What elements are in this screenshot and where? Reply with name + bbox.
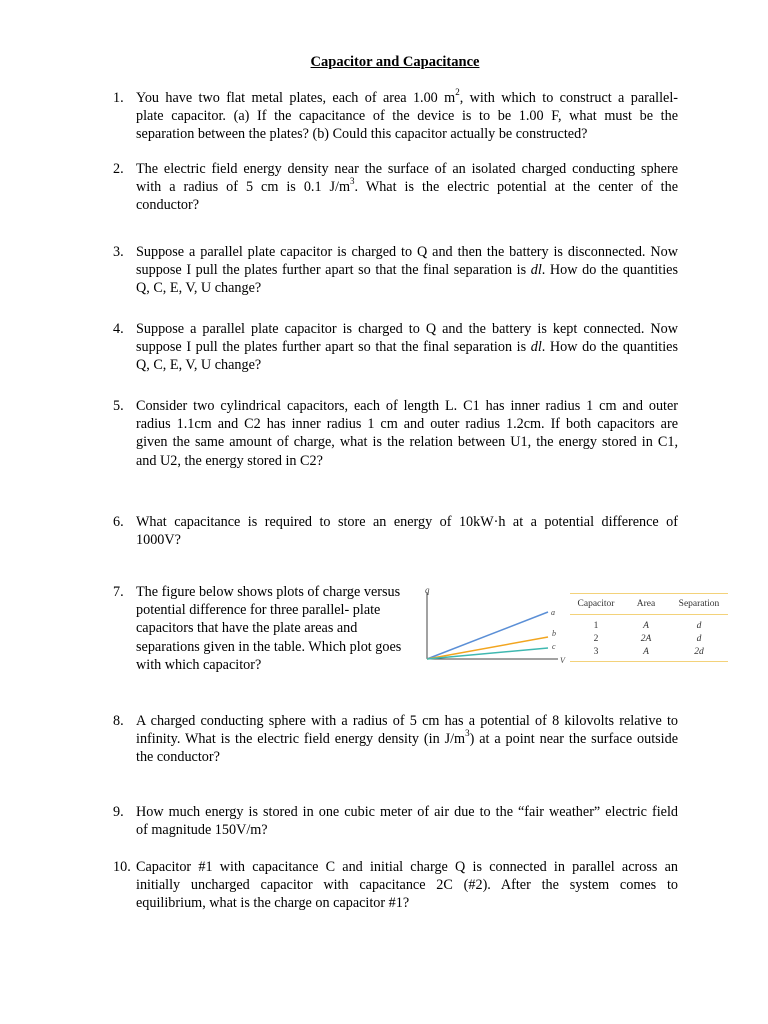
plot-line-b bbox=[427, 637, 548, 659]
question-line: and U2, the energy stored in C2? bbox=[136, 452, 323, 469]
question-6 bbox=[113, 513, 678, 549]
question-line: Suppose a parallel plate capacitor is charged to Q and then the battery is disconnected. Now bbox=[136, 244, 678, 260]
question-line: the conductor? bbox=[136, 749, 220, 766]
question-number: 6. bbox=[113, 514, 124, 530]
question-3 bbox=[113, 243, 678, 298]
plot-line-c bbox=[427, 648, 548, 659]
table-cell: 3 bbox=[593, 646, 599, 657]
question-line: What capacitance is required to store an energy of 10kW·h at a potential difference of bbox=[136, 514, 678, 530]
question-line: conductor? bbox=[136, 197, 200, 214]
question-5 bbox=[113, 397, 678, 470]
plot-label-b: b bbox=[552, 629, 556, 638]
question-line: separations given in the table. Which plot bbox=[136, 638, 372, 655]
x-axis-label: V bbox=[560, 656, 565, 665]
question-line: equilibrium, what is the charge on capacitor #1? bbox=[136, 895, 410, 912]
question-line: plate capacitor. (a) If the capacitance of the device is to be 1.00 F, what must be the bbox=[136, 108, 678, 125]
question-8 bbox=[113, 712, 678, 767]
question-number: 4. bbox=[113, 321, 124, 337]
question-line: Q, C, E, V, U change? bbox=[136, 280, 262, 297]
question-line: given the same amount of charge, what is the relation between U1, the energy stored in C1, bbox=[136, 434, 678, 451]
question-1 bbox=[113, 89, 678, 144]
table-header: Capacitor bbox=[577, 599, 615, 609]
question-line: Suppose a parallel plate capacitor is charged to Q and the battery is kept connected. Now bbox=[136, 321, 678, 337]
table-cell: 1 bbox=[593, 620, 599, 631]
table-cell: A bbox=[643, 646, 649, 657]
question-line: You have two flat metal plates, each of area 1.00 $m^2$, with which to construct a parallel- bbox=[136, 87, 678, 106]
question-line: with a radius of 5 cm is 0.1 $J/m^3$. What is the electric potential at the center of the bbox=[136, 176, 678, 196]
table-cell: 2d bbox=[694, 646, 704, 657]
page-title: Capacitor and Capacitance bbox=[310, 54, 480, 70]
question-number: 3. bbox=[113, 244, 124, 260]
question-line: suppose I pull the plates further apart so that the final separation is dl. How do the quantities bbox=[136, 339, 678, 356]
question-number: 9. bbox=[113, 804, 124, 820]
question-4 bbox=[113, 320, 678, 375]
table-row bbox=[570, 619, 728, 632]
question-line: separation between the plates? (b) Could this capacitor actually be constructed? bbox=[136, 126, 588, 143]
question-line: The figure below shows plots of charge bbox=[136, 584, 361, 600]
table-header: Area bbox=[636, 599, 656, 609]
question-line: infinity. What is the electric field energy density (in $J/m^3$) at a point near the surface outside bbox=[136, 728, 679, 748]
question-line: suppose I pull the plates further apart so that the final separation is dl. How do the quantities bbox=[136, 262, 678, 279]
question-line: versus potential difference for three parallel- bbox=[136, 584, 401, 619]
plot-label-c: c bbox=[552, 642, 556, 651]
question-number: 10. bbox=[113, 859, 131, 875]
question-9 bbox=[113, 803, 678, 839]
y-axis-label: q bbox=[425, 585, 430, 595]
charge-vs-potential-plot bbox=[420, 585, 570, 675]
question-line: How much energy is stored in one cubic meter of air due to the “fair weather” electric field bbox=[136, 804, 678, 820]
question-2 bbox=[113, 160, 678, 215]
question-line: Capacitor #1 with capacitance C and initial charge Q is connected in parallel across an bbox=[136, 859, 678, 875]
table-row bbox=[570, 645, 728, 658]
capacitor-table bbox=[570, 593, 728, 662]
question-line: radius 1.1cm and C2 has inner radius 1 cm and outer radius 1.2cm. If both capacitors are bbox=[136, 416, 678, 433]
table-cell: d bbox=[696, 633, 702, 644]
question-7 bbox=[113, 583, 413, 674]
table-cell: d bbox=[696, 620, 702, 631]
question-line: Consider two cylindrical capacitors, each of length L. C1 has inner radius 1 cm and outer bbox=[136, 398, 678, 414]
question-line: plate capacitors that have the plate areas and bbox=[136, 602, 381, 637]
question-number: 2. bbox=[113, 161, 124, 177]
table-row bbox=[570, 632, 728, 645]
question-number: 1. bbox=[113, 90, 124, 106]
question-line: 1000V? bbox=[136, 532, 181, 549]
table-header: Separation bbox=[678, 599, 720, 609]
question-line: Q, C, E, V, U change? bbox=[136, 357, 262, 374]
question-line: A charged conducting sphere with a radius of 5 cm has a potential of 8 kilovolts relative to bbox=[136, 713, 678, 729]
question-number: 5. bbox=[113, 398, 124, 414]
table-cell: A bbox=[643, 620, 649, 631]
table-cell: 2A bbox=[640, 633, 652, 644]
question-line: The electric field energy density near the surface of an isolated charged conducting sphere bbox=[136, 161, 678, 177]
plot-line-a bbox=[427, 612, 548, 659]
plot-label-a: a bbox=[551, 608, 555, 617]
question-number: 8. bbox=[113, 713, 124, 729]
question-line: goes with which capacitor? bbox=[136, 638, 402, 673]
table-header-row bbox=[570, 593, 728, 615]
question-10 bbox=[113, 858, 678, 913]
question-line: of magnitude 150V/m? bbox=[136, 822, 268, 839]
question-number: 7. bbox=[113, 584, 124, 600]
question-line: initially uncharged capacitor with capacitance 2C (#2). After the system comes to bbox=[136, 877, 678, 894]
table-cell: 2 bbox=[593, 633, 599, 644]
